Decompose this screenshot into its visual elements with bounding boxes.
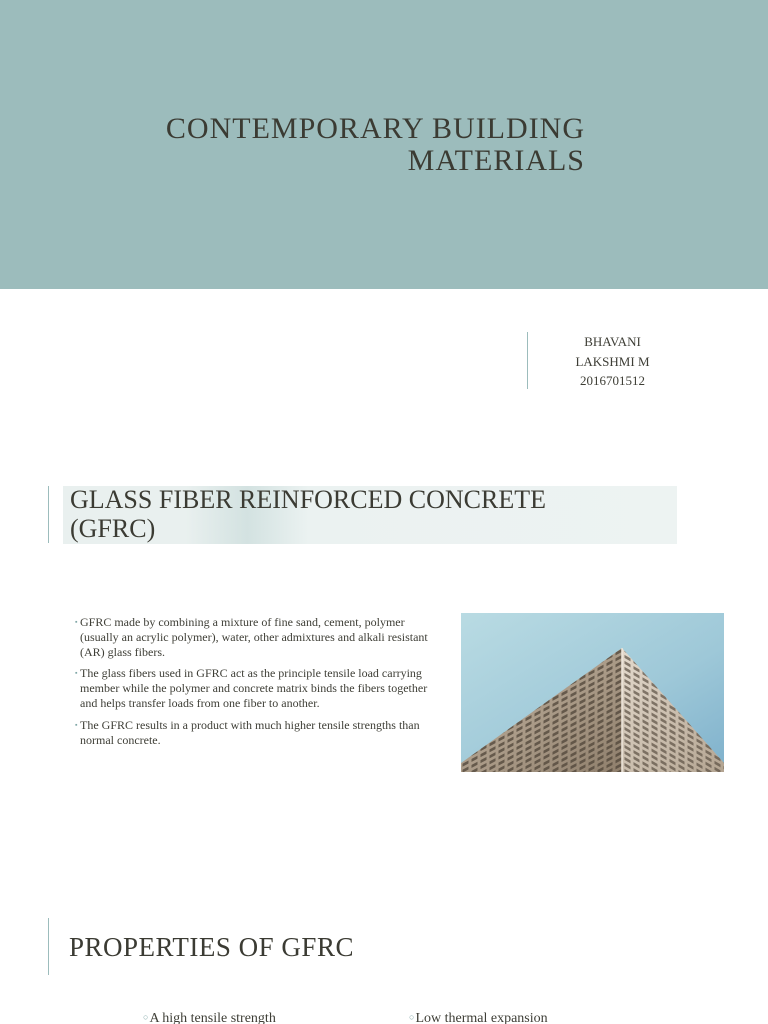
property-item [143, 1008, 276, 1024]
gfrc-heading [70, 485, 670, 543]
author-first-name: BHAVANI [584, 334, 641, 349]
bullet-text: The glass fibers used in GFRC act as the principle tensile load carrying member while the polymer and concrete matrix binds the fibers together and helps transfer loads from one fiber to another. [80, 666, 428, 710]
title-line-2: MATERIALS [407, 144, 585, 177]
author-block [555, 332, 670, 391]
property-text: Low thermal expansion [415, 1011, 548, 1024]
gfrc-heading-divider [48, 486, 49, 543]
presentation-title [90, 113, 585, 177]
bullet-text: GFRC made by combining a mixture of fine sand, cement, polymer (usually an acrylic polymer), water, other admixtures and alkali resistant (AR) glass fibers. [80, 615, 428, 659]
bullet-item [75, 666, 430, 710]
bullet-marker-icon: ▪ [75, 669, 78, 678]
property-item [409, 1008, 548, 1024]
author-divider [527, 332, 528, 389]
author-last-name: LAKSHMI M [575, 353, 650, 369]
author-id: 2016701512 [580, 373, 645, 388]
bullet-text: The GFRC results in a product with much higher tensile strengths than normal concrete. [80, 717, 420, 747]
property-text: A high tensile strength [149, 1011, 276, 1024]
gfrc-heading-line-1: GLASS FIBER REINFORCED CONCRETE [70, 485, 546, 514]
properties-heading: PROPERTIES OF GFRC [69, 932, 354, 962]
title-line-1: CONTEMPORARY BUILDING [165, 112, 585, 145]
bullet-marker-icon: ▪ [75, 720, 78, 729]
bullet-item [75, 615, 430, 659]
ring-bullet-icon: ○ [143, 1012, 149, 1022]
bullet-marker-icon: ▪ [75, 618, 78, 626]
gfrc-heading-line-2: (GFRC) [70, 514, 156, 543]
bullet-item [75, 718, 430, 748]
pyramid-building-photo [461, 613, 724, 772]
ring-bullet-icon: ○ [409, 1012, 415, 1022]
properties-heading-divider [48, 918, 49, 975]
gfrc-bullet-list [75, 615, 430, 754]
